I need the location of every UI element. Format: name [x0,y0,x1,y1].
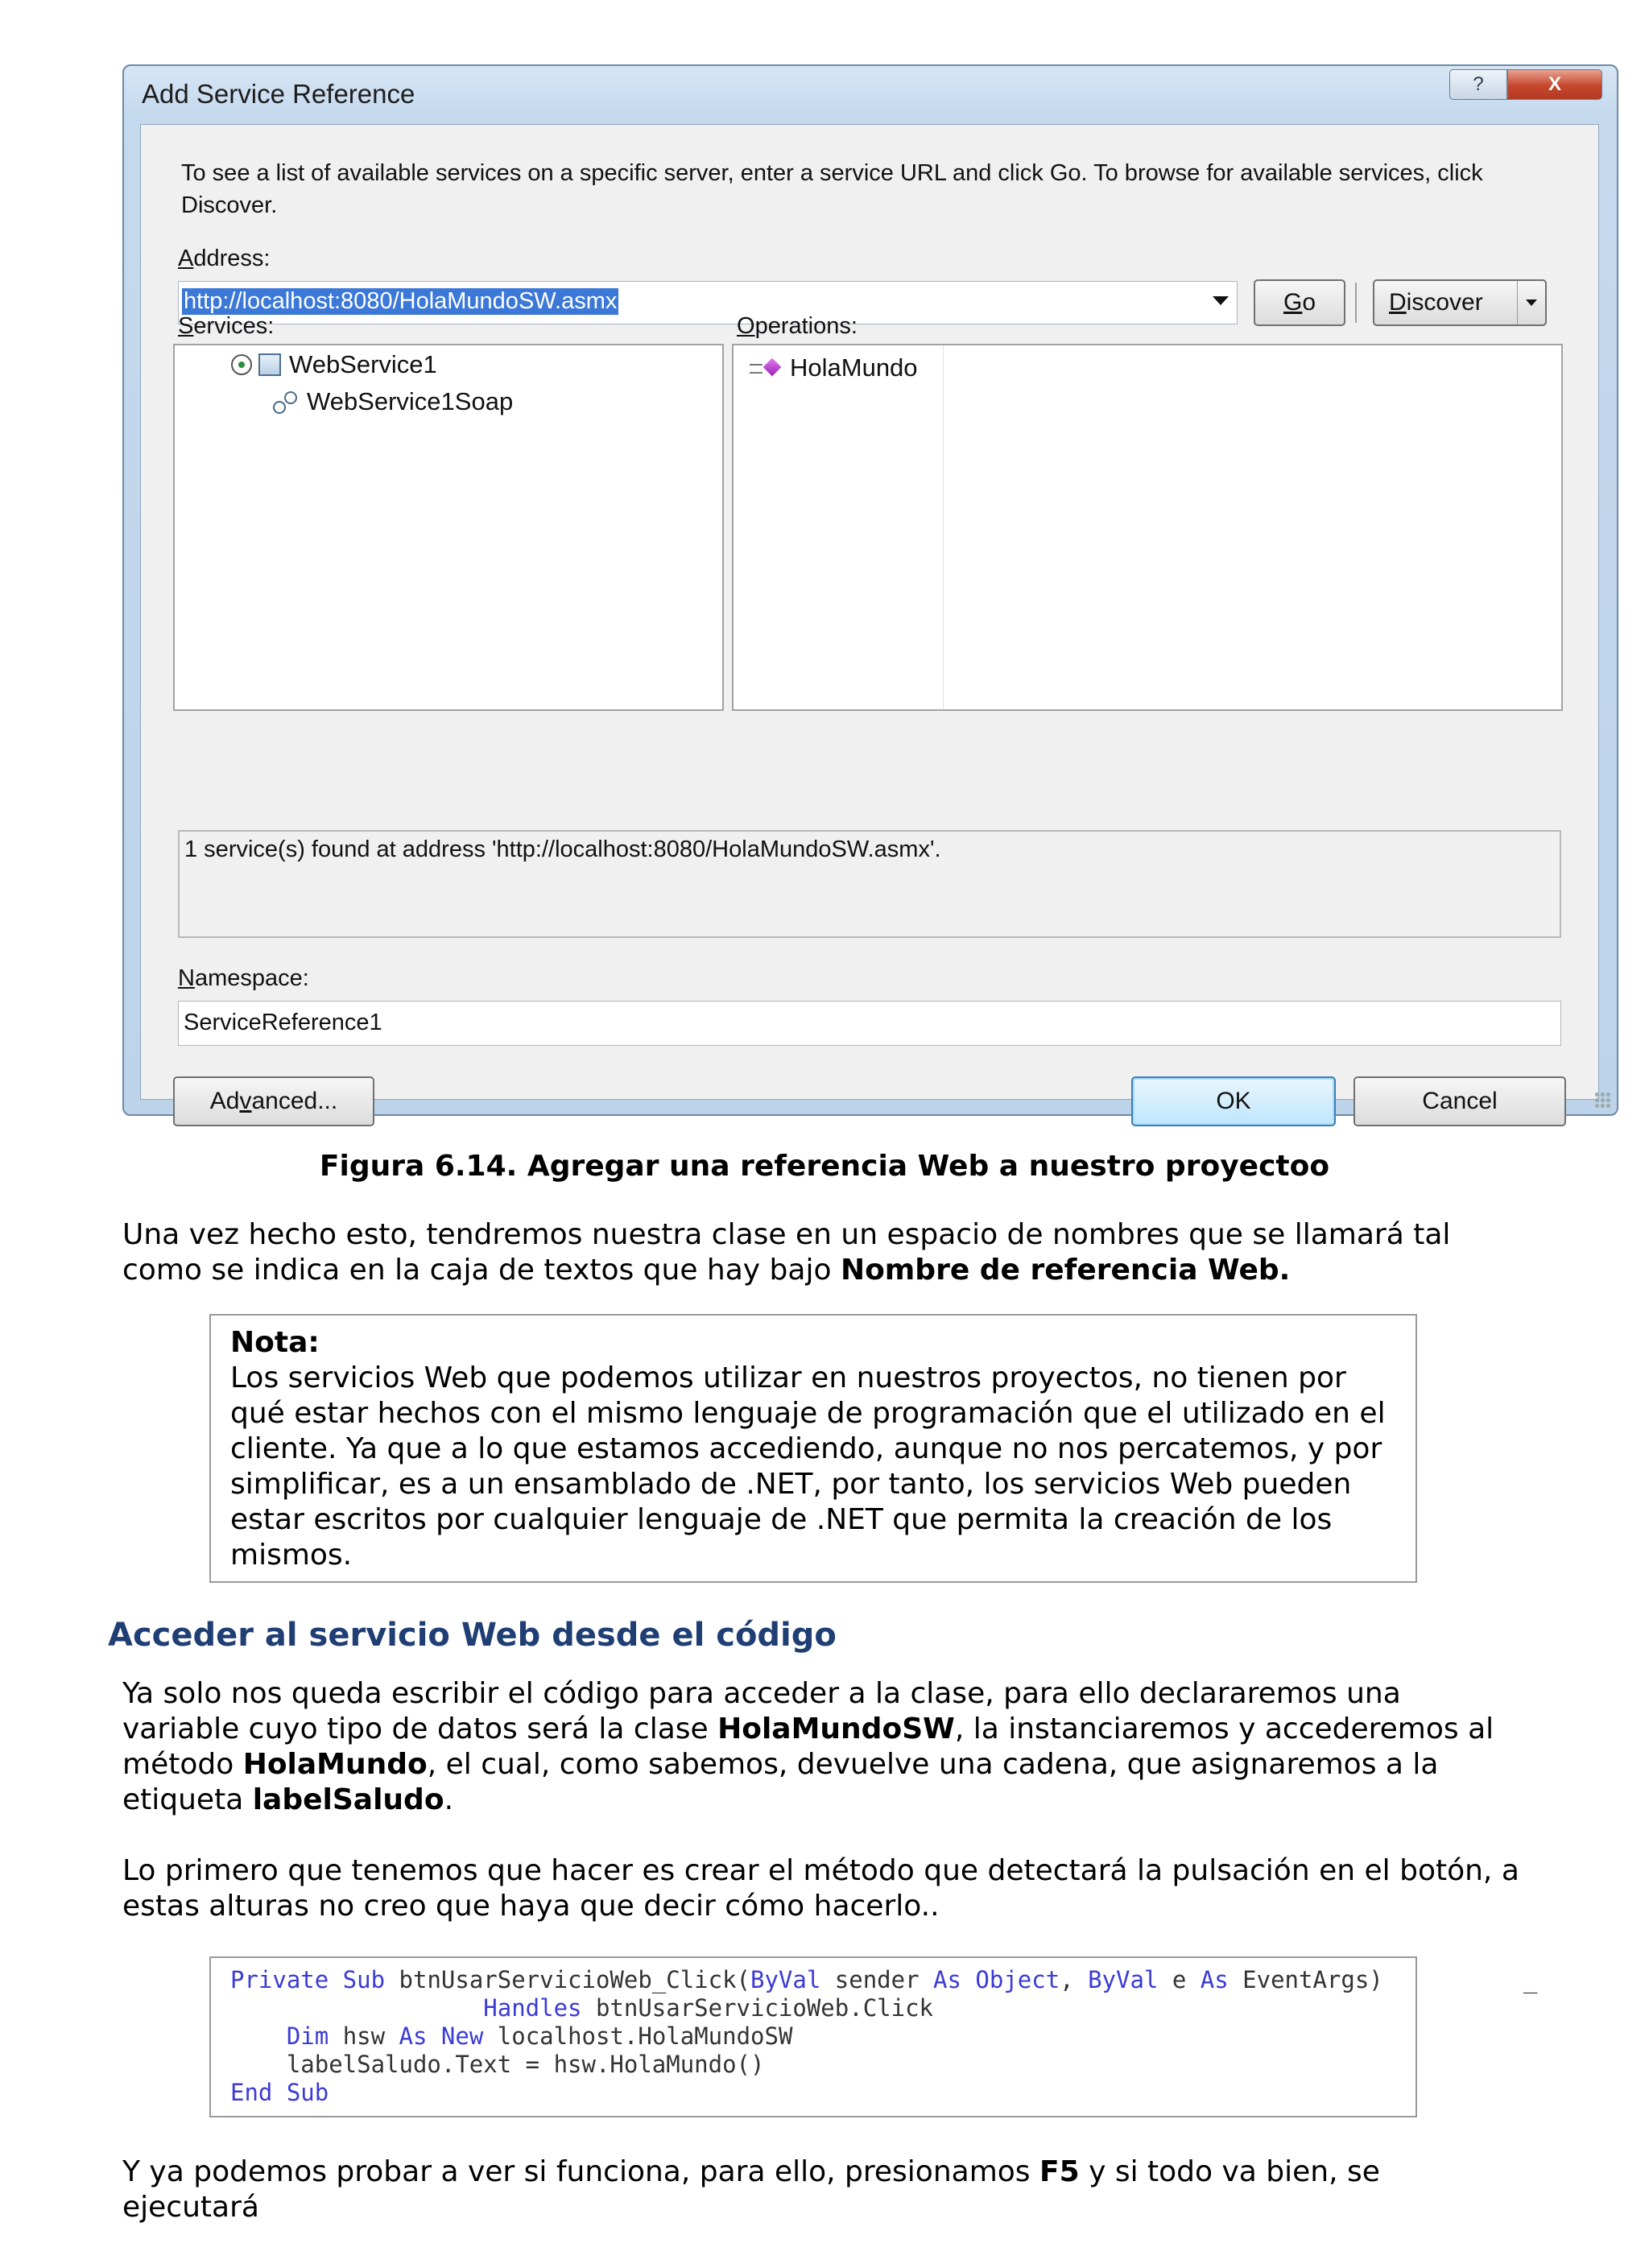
paragraph-1: Una vez hecho esto, tendremos nuestra clase en un espacio de nombres que se llamará tal como se indica en la caja de textos que hay bajo Nombre de referencia Web. [122,1218,1451,1287]
advanced-button[interactable]: Ad v anced... [173,1076,374,1126]
dialog-client-area [140,124,1599,1114]
help-icon: ? [1473,73,1484,95]
web-service-icon [258,353,281,376]
status-message: 1 service(s) found at address 'http://localhost:8080/HolaMundoSW.asmx'. [178,830,1561,938]
collapse-toggle-icon[interactable] [231,354,252,375]
namespace-input[interactable]: ServiceReference1 [178,1001,1561,1046]
paragraph-4: Y ya podemos probar a ver si funciona, para ello, presionamos F5 y si todo va bien, se ejecutará [122,2155,1380,2224]
operations-label: Operations: [737,313,858,339]
intro-text: To see a list of available services on a specific server, enter a service URL and click Go. To browse for available services, click Discover. [181,160,1483,218]
close-button[interactable] [1507,69,1602,100]
address-combobox[interactable] [178,281,1238,324]
ok-button[interactable]: OK [1131,1076,1336,1126]
services-tree[interactable] [173,344,724,711]
resize-grip-icon[interactable] [1594,1092,1612,1109]
note-title: Nota: [230,1326,320,1359]
paragraph-2: Ya solo nos queda escribir el código para acceder a la clase, para ello declararemos una variable cuyo tipo de datos será la clase HolaMundoSW, la instanciaremos y accederemos al método HolaMundo, el cual, como sabemos, devuelve una cadena, que asignaremos a la etiqueta labelSaludo. [122,1677,1494,1816]
method-icon [750,357,782,378]
help-button[interactable] [1449,69,1507,100]
paragraph-3: Lo primero que tenemos que hacer es crear el método que detectará la pulsación en el botón, a estas alturas no creo que haya que decir cómo hacerlo.. [122,1854,1519,1923]
tree-item-webservice1soap[interactable]: WebService1Soap [271,387,513,416]
figure-caption: Figura 6.14. Agregar una referencia Web a nuestro proyectoo [319,1150,1330,1183]
address-input[interactable]: http://localhost:8080/HolaMundoSW.asmx [184,288,618,314]
namespace-label: Namespace: [178,965,309,991]
go-button[interactable]: G o [1254,279,1345,326]
operation-item-holamundo[interactable]: HolaMundo [750,353,918,382]
soap-endpoint-icon [271,390,299,414]
section-heading: Acceder al servicio Web desde el código [108,1617,837,1654]
close-icon: X [1548,73,1561,95]
dialog-title: Add Service Reference [142,79,415,109]
operations-list[interactable] [732,344,1563,711]
code-line-continuation: _ [1523,1966,1538,1993]
services-label: Services: [178,313,275,339]
address-dropdown-arrow-icon[interactable] [1213,296,1229,305]
note-body: Los servicios Web que podemos utilizar en nuestros proyectos, no tienen por qué estar hechos con el mismo lenguaje de programación que el utilizado en el cliente. Ya que a lo que estamos accediendo, aunque no nos percatemos, y por simplificar, es a un ensamblado de .NET, por tanto, los servicios Web pueden estar escritos por cualquier lenguaje de .NET que permita la creación de los mismos. [230,1361,1386,1572]
operations-column-divider [943,345,944,709]
add-service-reference-dialog [122,64,1618,1116]
cancel-button[interactable]: Cancel [1354,1076,1566,1126]
toolbar-separator [1355,283,1357,323]
title-bar-buttons [1449,69,1602,100]
note-box [209,1314,1417,1583]
discover-split-button[interactable]: D iscover [1373,279,1547,326]
tree-item-webservice1[interactable]: WebService1 [231,350,437,379]
code-block: Private Sub btnUsarServicioWeb_Click(ByVal sender As Object, ByVal e As EventArgs) Handles btnUsarServicioWeb.Click Dim hsw As New localhost.HolaMundoSW labelSaludo.Text = hsw.HolaMundo() End Sub [209,1956,1417,2117]
address-label: Address: [178,246,271,271]
discover-dropdown-icon[interactable] [1517,281,1545,324]
